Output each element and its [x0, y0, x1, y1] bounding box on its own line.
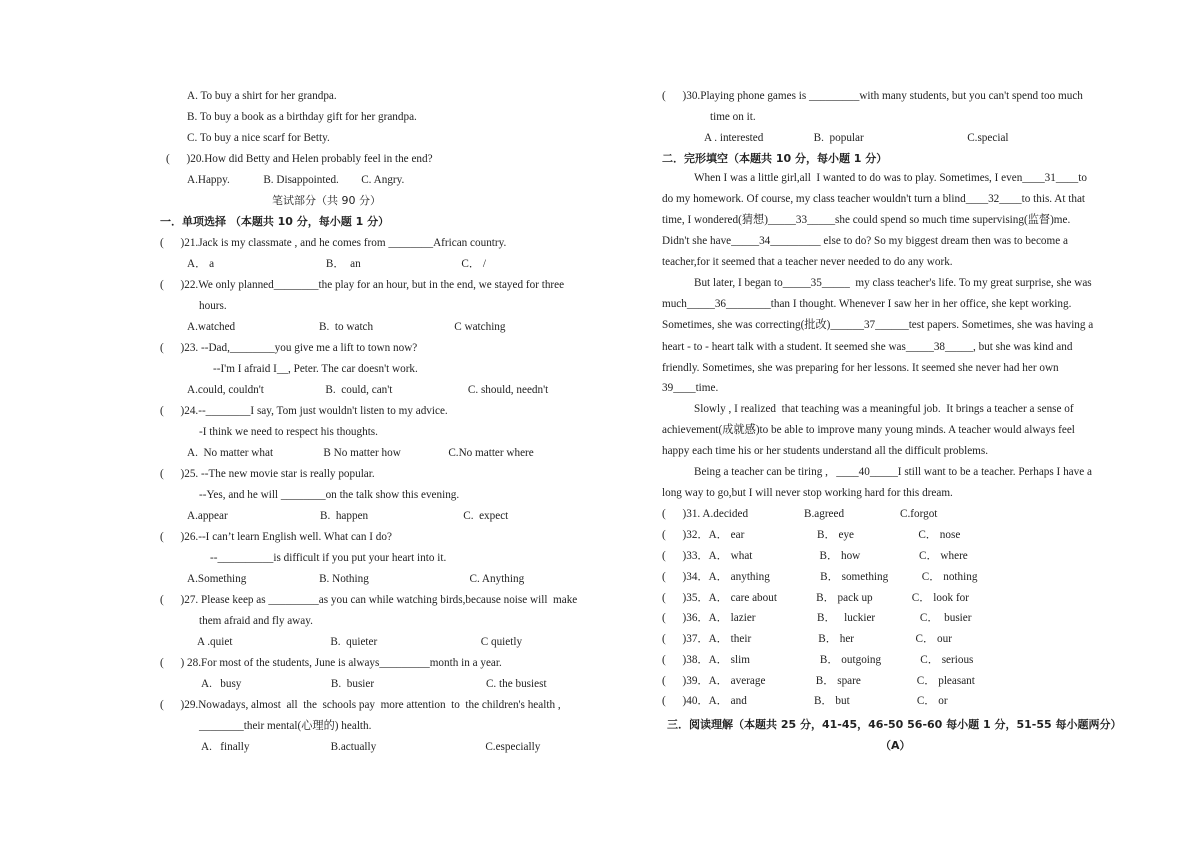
q25-options: A.appear B. happen C. expect	[187, 510, 509, 522]
q19-option-b: B. To buy a book as a birthday gift for her grandpa.	[187, 111, 417, 123]
passage-a-label: （A）	[880, 739, 911, 752]
cloze-line-3: time, I wondered(猜想)_____33_____she could spend so much time supervising(监督)me.	[662, 214, 1071, 226]
q19-option-c: C. To buy a nice scarf for Betty.	[187, 132, 330, 144]
cloze-line-4: Didn't she have_____34_________ else to do? So my biggest dream then was to become a	[662, 235, 1068, 247]
question-28: ( ) 28.For most of the students, June is always_________month in a year.	[160, 657, 502, 669]
cloze-line-15: Being a teacher can be tiring , ____40_____I still want to be a teacher. Perhaps I have a	[694, 466, 1092, 478]
question-21: ( )21.Jack is my classmate , and he comes from ________African country.	[160, 237, 507, 249]
cloze-line-1: When I was a little girl,all I wanted to do was to play. Sometimes, I even____31____to	[694, 172, 1087, 184]
question-24-reply: -I think we need to respect his thoughts.	[199, 426, 378, 438]
question-23-reply: --I'm I afraid I__, Peter. The car doesn't work.	[213, 363, 418, 375]
cloze-line-7: much_____36________than I thought. Whenever I saw her in her office, she kept working.	[662, 298, 1072, 310]
question-37: ( )37．A． their B． her C． our	[662, 633, 952, 645]
question-22: ( )22.We only planned________the play for an hour, but in the end, we stayed for three	[160, 279, 565, 291]
q28-options: A. busy B. busier C. the busiest	[201, 678, 547, 690]
q23-options: A.could, couldn't B. could, can't C. should, needn't	[187, 384, 549, 396]
question-30-cont: time on it.	[710, 111, 756, 123]
cloze-line-14: happy each time his or her students understand all the difficult problems.	[662, 445, 989, 457]
question-26-reply: --__________is difficult if you put your heart into it.	[210, 552, 447, 564]
question-22-cont: hours.	[199, 300, 227, 312]
question-36: ( )36．A． lazier B． luckier C． busier	[662, 612, 972, 624]
cloze-line-9: heart - to - heart talk with a student. It seemed she was_____38_____, but she was kind and	[662, 341, 1073, 353]
q20-options: A.Happy. B. Disappointed. C. Angry.	[187, 174, 405, 186]
q21-options: A． a B． an C． /	[187, 258, 486, 270]
question-30: ( )30.Playing phone games is _________with many students, but you can't spend too much	[662, 90, 1083, 102]
cloze-line-6: But later, I began to_____35_____ my class teacher's life. To my great surprise, she was	[694, 277, 1092, 289]
q29-options: A. finally B.actually C.especially	[201, 741, 541, 753]
question-32: ( )32．A． ear B． eye C． nose	[662, 529, 961, 541]
section-3-heading: 三．阅读理解（本题共 25 分，41-45，46-50 56-60 每小题 1 分，51-55 每小题两分）	[667, 718, 1122, 731]
cloze-line-8: Sometimes, she was correcting(批改)______37______test papers. Sometimes, she was having a	[662, 319, 1094, 331]
written-part-heading: 笔试部分（共 90 分）	[272, 194, 381, 207]
q19-option-a: A. To buy a shirt for her grandpa.	[187, 90, 337, 102]
question-26: ( )26.--I can’t learn English well. What can I do?	[160, 531, 392, 543]
question-38: ( )38．A． slim B． outgoing C． serious	[662, 654, 974, 666]
question-35: ( )35．A． care about B． pack up C． look for	[662, 592, 969, 604]
cloze-line-13: achievement(成就感)to be able to improve many young minds. A teacher would always feel	[662, 424, 1075, 436]
question-24: ( )24.--________I say, Tom just wouldn't listen to my advice.	[160, 405, 448, 417]
question-33: ( )33．A． what B． how C． where	[662, 550, 968, 562]
q27-options: A .quiet B. quieter C quietly	[197, 636, 523, 648]
cloze-line-11: 39____time.	[662, 382, 719, 394]
question-25: ( )25. --The new movie star is really popular.	[160, 468, 375, 480]
question-25-reply: --Yes, and he will ________on the talk show this evening.	[199, 489, 460, 501]
cloze-line-10: friendly. Sometimes, she was preparing for her lessons. It seemed she never had her own	[662, 362, 1059, 374]
section-1-heading: 一．单项选择 （本题共 10 分，每小题 1 分）	[160, 215, 390, 228]
q30-options: A . interested B. popular C.special	[704, 132, 1009, 144]
cloze-line-12: Slowly , I realized that teaching was a meaningful job. It brings a teacher a sense of	[694, 403, 1074, 415]
question-27-cont: them afraid and fly away.	[199, 615, 313, 627]
q26-options: A.Something B. Nothing C. Anything	[187, 573, 525, 585]
question-29-cont: ________their mental(心理的) health.	[199, 720, 372, 732]
question-34: ( )34．A． anything B． something C． nothing	[662, 571, 978, 583]
question-20: ( )20.How did Betty and Helen probably feel in the end?	[166, 153, 433, 165]
question-29: ( )29.Nowadays, almost all the schools pay more attention to the children's health ,	[160, 699, 561, 711]
q24-options: A. No matter what B No matter how C.No matter where	[187, 447, 534, 459]
question-31: ( )31. A.decided B.agreed C.forgot	[662, 508, 938, 520]
question-23: ( )23. --Dad,________you give me a lift to town now?	[160, 342, 418, 354]
question-39: ( )39．A． average B． spare C． pleasant	[662, 675, 975, 687]
cloze-line-5: teacher,for it seemed that a teacher never needed to do any work.	[662, 256, 953, 268]
cloze-line-2: do my homework. Of course, my class teacher wouldn't turn a blind____32____to this. At that	[662, 193, 1086, 205]
question-40: ( )40．A． and B． but C． or	[662, 695, 948, 707]
section-2-heading: 二．完形填空（本题共 10 分，每小题 1 分）	[662, 152, 888, 165]
question-27: ( )27. Please keep as _________as you can while watching birds,because noise will make	[160, 594, 578, 606]
q22-options: A.watched B. to watch C watching	[187, 321, 506, 333]
cloze-line-16: long way to go,but I will never stop working hard for this dream.	[662, 487, 953, 499]
